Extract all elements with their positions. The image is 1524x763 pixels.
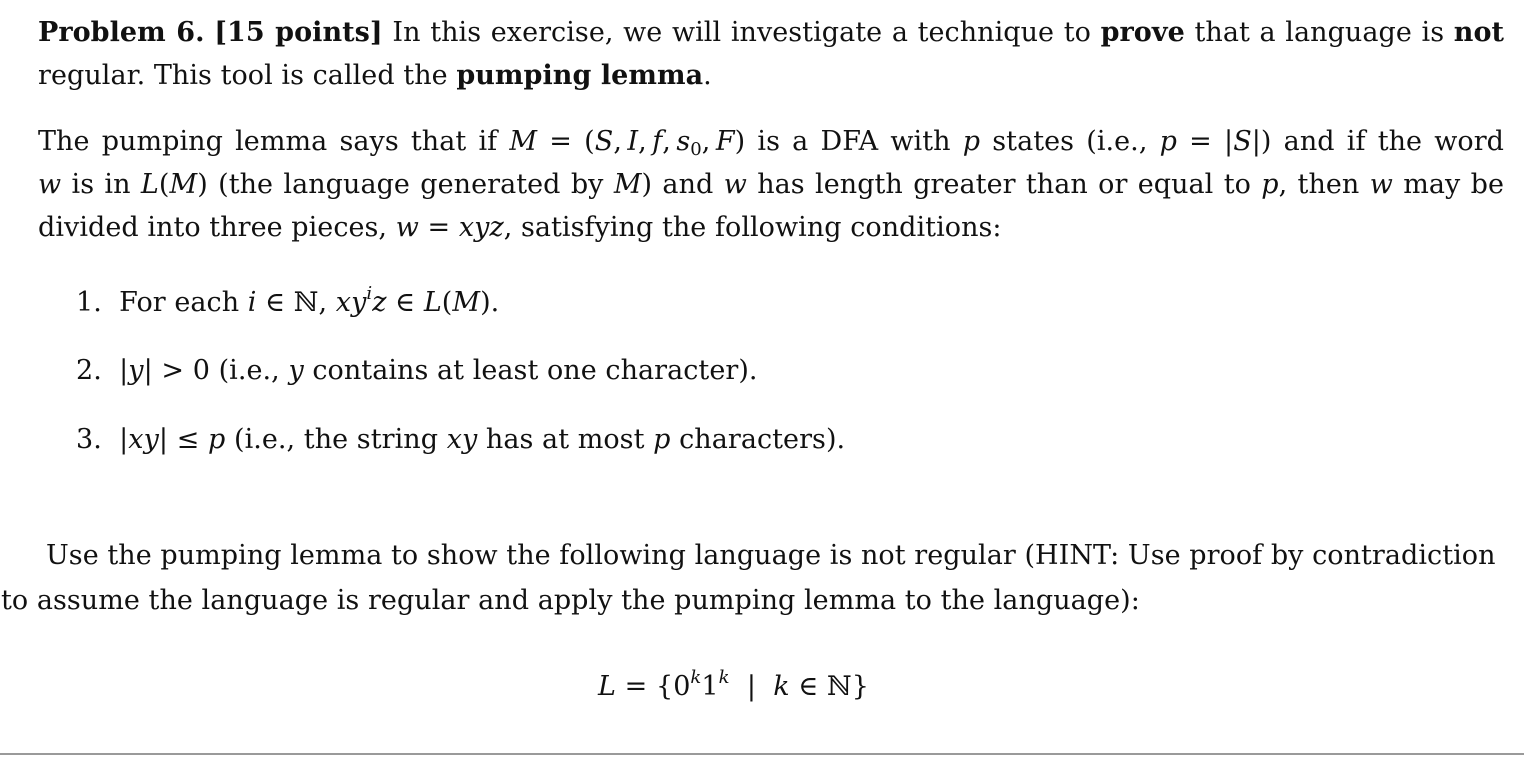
math-w: w (1369, 169, 1393, 200)
statement-line-1 (38, 125, 1504, 159)
dfa-tuple: M = (S, I, f, $s_0$, F) (509, 126, 746, 160)
bottom-divider (0, 753, 1524, 755)
statement-text: states (i.e., (992, 126, 1148, 157)
language-of-m: L(M) (140, 169, 208, 200)
math-xy: xy (446, 424, 478, 455)
math-y: y (288, 355, 304, 386)
condition-1 (76, 283, 500, 320)
task-line-2 (1, 584, 1140, 618)
statement-line-2 (38, 168, 1504, 202)
statement-text: divided into three pieces, (38, 212, 388, 243)
task-text-2: to assume the language is regular and apply the pumping lemma to the language): (1, 585, 1140, 616)
condition-2 (76, 354, 758, 388)
condition-3 (76, 423, 845, 457)
math-p-group: p, then (1261, 169, 1360, 200)
pumping-lemma-term: pumping lemma (456, 60, 704, 91)
condition-text: characters). (679, 424, 846, 455)
intro-text-b: that a language is (1194, 17, 1445, 48)
condition-text: contains at least one character). (312, 355, 758, 386)
math-w: w (38, 169, 62, 200)
statement-text: is a DFA with (757, 126, 951, 157)
prove-keyword: prove (1100, 17, 1185, 48)
task-line-1 (46, 539, 1496, 573)
intro-text-c: regular. This tool is called the (38, 60, 448, 91)
condition-text: For each (119, 287, 240, 318)
statement-line-3 (38, 211, 1002, 245)
task-text-1: Use the pumping lemma to show the following language is not regular (HINT: Use proof by contradiction (46, 540, 1496, 571)
statement-text: ) and if the word (1260, 126, 1504, 157)
math-w: w (723, 169, 747, 200)
condition-text: has at most (485, 424, 645, 455)
statement-text: has length greater than or equal to (757, 169, 1251, 200)
condition-text: (i.e., the string (233, 424, 439, 455)
statement-text: The pumping lemma says that if (38, 126, 498, 157)
statement-text: (the language generated by (218, 169, 604, 200)
condition-3-expr: |xy| ≤ p (119, 424, 226, 455)
problem-intro-line-1 (38, 16, 1504, 50)
intro-text-a: In this exercise, we will investigate a technique to (392, 17, 1091, 48)
condition-2-expr: |y| > 0 (119, 355, 210, 386)
statement-text: may be (1403, 169, 1505, 200)
math-p: p (962, 126, 981, 157)
intro-period: . (703, 60, 712, 91)
statement-text: is in (71, 169, 131, 200)
math-m-group: M) and (613, 169, 714, 200)
state-count-expr: p = |S| (1159, 126, 1261, 157)
condition-number: 2. (76, 355, 102, 386)
problem-label: Problem 6. (38, 17, 205, 48)
condition-text: (i.e., (218, 355, 280, 386)
condition-number: 1. (76, 287, 102, 318)
statement-text: , satisfying the following conditions: (503, 212, 1002, 243)
condition-1-expr: i ∈ ℕ, $xy^iz$ ∈ L(M). (247, 283, 500, 318)
problem-intro-line-2 (38, 59, 712, 93)
math-p: p (653, 424, 671, 455)
split-expr: w = xyz (395, 212, 504, 243)
not-keyword: not (1453, 17, 1505, 48)
condition-number: 3. (76, 424, 102, 455)
problem-points: [15 points] (214, 17, 383, 48)
language-equation: $L = \{0^k1^k$ | k ∈ ℕ} (598, 667, 869, 702)
